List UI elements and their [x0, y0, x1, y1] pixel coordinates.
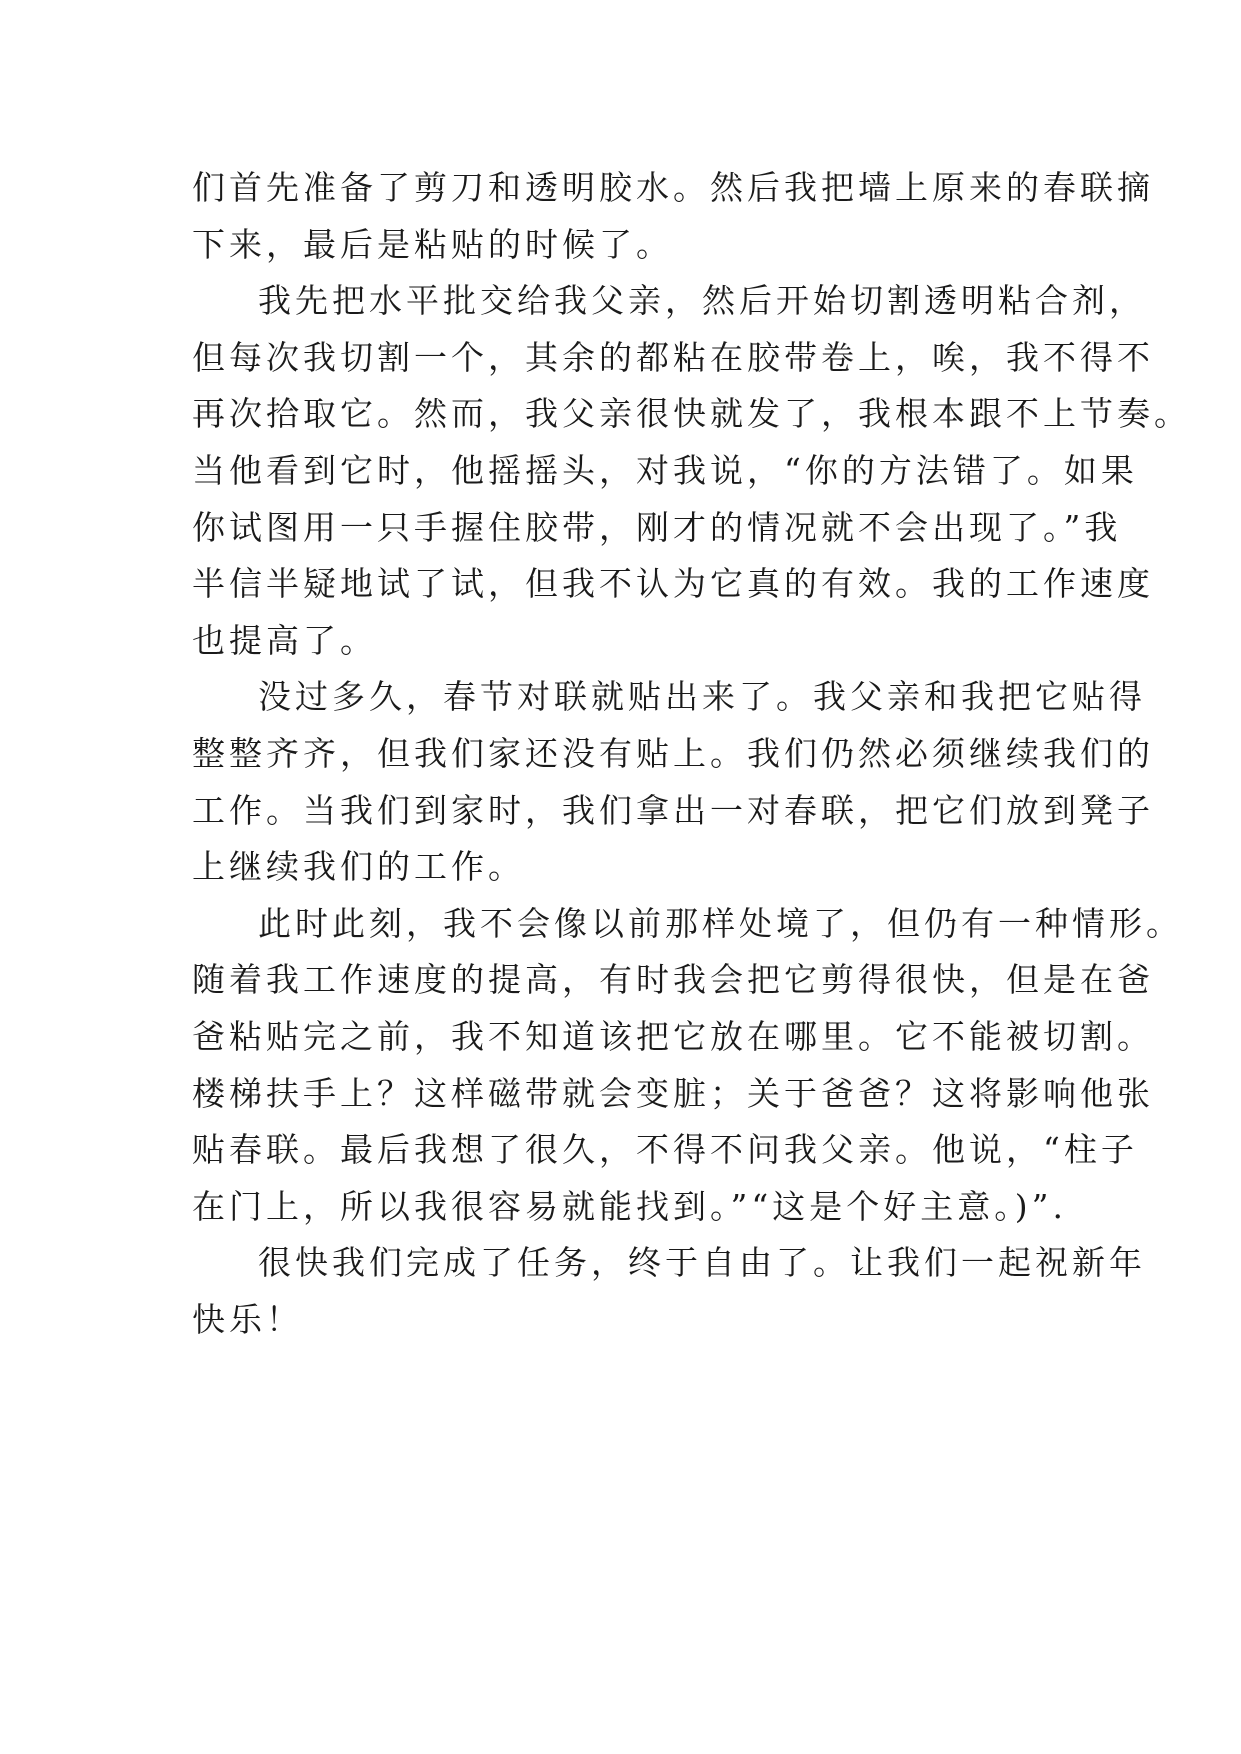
text-line: 随着我工作速度的提高，有时我会把它剪得很快，但是在爸 — [192, 960, 1154, 1000]
text-line: 快乐！ — [192, 1299, 303, 1339]
text-line: 们首先准备了剪刀和透明胶水。然后我把墙上原来的春联摘 — [192, 168, 1154, 207]
text-line: 但每次我切割一个，其余的都粘在胶带卷上，唉，我不得不 — [192, 337, 1154, 377]
text-line: 整整齐齐，但我们家还没有贴上。我们仍然必须继续我们的 — [192, 733, 1154, 773]
text-line: 上继续我们的工作。 — [192, 847, 525, 887]
paragraph-first-line: 我先把水平批交给我父亲，然后开始切割透明粘合剂， — [258, 281, 1146, 321]
text-line: 半信半疑地试了试，但我不认为它真的有效。我的工作速度 — [192, 564, 1154, 604]
text-line: 楼梯扶手上？这样磁带就会变脏；关于爸爸？这将影响他张 — [192, 1073, 1154, 1113]
text-line: 爸粘贴完之前，我不知道该把它放在哪里。它不能被切割。 — [192, 1016, 1154, 1056]
paragraph-first-line: 此时此刻，我不会像以前那样处境了，但仍有一种情形。 — [258, 903, 1183, 943]
document-body — [192, 160, 1192, 1348]
text-line: 也提高了。 — [192, 620, 377, 660]
text-line: 当他看到它时，他摇摇头，对我说，“你的方法错了。如果 — [192, 450, 1138, 490]
text-line: 在门上，所以我很容易就能找到。”“这是个好主意。)”. — [192, 1186, 1067, 1226]
text-line: 你试图用一只手握住胶带，刚才的情况就不会出现了。”我 — [192, 507, 1122, 547]
paragraph-first-line: 很快我们完成了任务，终于自由了。让我们一起祝新年 — [258, 1243, 1146, 1283]
text-line: 贴春联。最后我想了很久，不得不问我父亲。他说，“柱子 — [192, 1130, 1138, 1170]
text-line: 再次拾取它。然而，我父亲很快就发了，我根本跟不上节奏。 — [192, 394, 1191, 434]
paragraph-first-line: 没过多久，春节对联就贴出来了。我父亲和我把它贴得 — [258, 677, 1146, 717]
text-line: 工作。当我们到家时，我们拿出一对春联，把它们放到凳子 — [192, 790, 1154, 830]
text-line: 下来，最后是粘贴的时候了。 — [192, 224, 673, 264]
